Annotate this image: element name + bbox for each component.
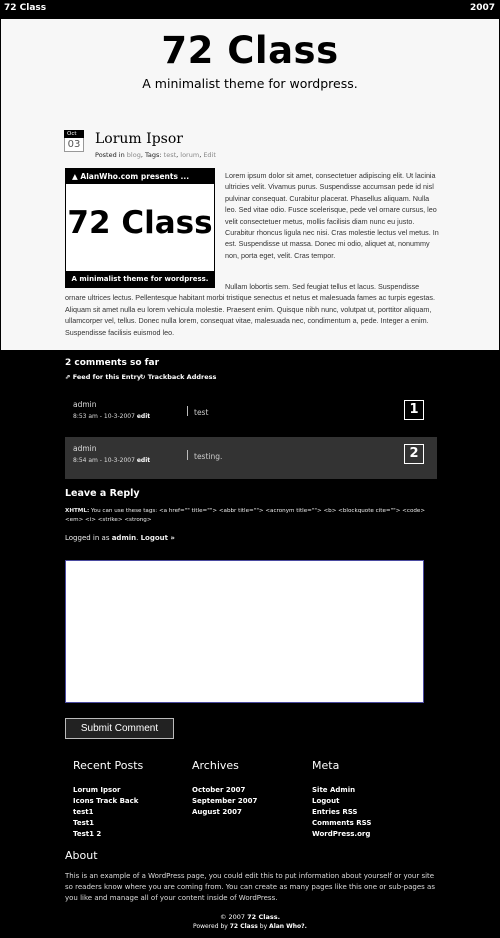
xhtml-tags-text: You can use these tags: <a href="" title=""> <abbr title=""> <acronym title=""> <b> <blockquote cite=""> <code> <em> <i> <strike> <strong>	[65, 508, 426, 523]
category-link[interactable]: blog	[126, 151, 141, 159]
comment-divider	[187, 406, 188, 416]
author-link[interactable]: Alan Who?.	[269, 923, 307, 930]
post-meta-prefix: Posted in	[95, 151, 125, 159]
recent-post-link[interactable]: Lorum Ipsor	[73, 786, 121, 794]
comment-edit-link[interactable]: edit	[136, 413, 151, 420]
feed-entry-link[interactable]	[65, 373, 141, 381]
comment-textarea[interactable]	[65, 560, 424, 703]
post-image-bottom-text: A minimalist theme for wordpress.	[66, 271, 214, 287]
copyright-prefix: © 2007	[219, 913, 246, 921]
trackback-icon: ↻	[140, 373, 146, 381]
site-name-link[interactable]: 72 Class	[4, 3, 47, 13]
meta-link-wordpress[interactable]: WordPress.org	[312, 830, 371, 838]
tag-link-lorum[interactable]: lorum	[180, 151, 200, 159]
theme-link[interactable]: 72 Class	[229, 923, 258, 930]
pin-icon: ▲	[72, 172, 78, 181]
copyright-site-link[interactable]: 72 Class.	[247, 913, 281, 921]
comment-author: admin	[73, 444, 97, 453]
post-paragraph-1: Lorem ipsum dolor sit amet, consectetuer adipiscing elit. Ut lacinia ultricies velit. Vivamus purus. Suspendisse accumsan pede id nisl pulvinar consequat. Curabitur placerat. Phasellus aliquam. Nulla leo. Sed vitae odio. Fusce scelerisque, pede vel ornare cursus, leo velit consectetuer metus, mollis facilisis diam nunc eu justo. Curabitur rhoncus ligula nec nisi. Cras molestie lectus vel metus. In est. Suspendisse ut massa. Donec mi odio, aliquet at, nonummy non, porta eget, velit. Cras tempor.	[225, 171, 439, 260]
post-date-month: Oct	[64, 130, 84, 138]
meta-list	[312, 785, 371, 840]
recent-post-link[interactable]: test1	[73, 808, 94, 816]
submit-comment-button[interactable]: Submit Comment	[65, 718, 174, 739]
powered-by	[0, 923, 500, 930]
allowed-tags-note	[65, 507, 440, 525]
user-profile-link[interactable]: admin	[111, 534, 137, 542]
recent-post-link[interactable]: Test1	[73, 819, 94, 827]
comment-author: admin	[73, 400, 97, 409]
post-image-top-label: AlanWho.com presents ...	[80, 172, 190, 181]
post-paragraph-2: Nullam lobortis sem. Sed feugiat tellus et lacus. Suspendisse ornare ultrices lectus. Pellentesque habitant morbi tristique senectus et netus et malesuada fames ac turpis egestas. Aliquam sit amet nulla eu lorem vehicula molestie. Praesent enim. Quisque nibh nunc, volutpat ut, porttitor aliquam, ullamcorper vel, tellus. Donec nulla lorem, consequat vitae, malesuada nec, condimentum a, pede. Integer a enim. Suspendisse facilisis euismod leo.	[65, 282, 435, 337]
recent-post-link[interactable]: Icons Track Back	[73, 797, 139, 805]
xhtml-label: XHTML:	[65, 508, 90, 514]
recent-posts-heading: Recent Posts	[73, 759, 144, 772]
about-heading: About	[65, 849, 98, 862]
archive-link[interactable]: August 2007	[192, 808, 242, 816]
comment-edit-link[interactable]: edit	[136, 457, 151, 464]
top-bar	[0, 0, 500, 19]
recent-posts-list	[73, 785, 138, 840]
year-label: 2007	[469, 3, 495, 13]
feed-entry-label: Feed for this Entry	[72, 373, 142, 381]
meta-link-logout[interactable]: Logout	[312, 797, 340, 805]
recent-post-link[interactable]: Test1 2	[73, 830, 102, 838]
logged-prefix: Logged in as	[65, 534, 110, 542]
trackback-link[interactable]	[140, 373, 216, 381]
comment-meta	[73, 457, 150, 464]
meta-link-comments-rss[interactable]: Comments RSS	[312, 819, 372, 827]
trackback-label: Trackback Address	[147, 373, 217, 381]
tag-link-test[interactable]: test	[163, 151, 177, 159]
archives-heading: Archives	[192, 759, 239, 772]
about-text: This is an example of a WordPress page, you could edit this to put information about yourself or your site so readers know where you are coming from. You can create as many pages like this one or sub-pages as you like and manage all of your content inside of WordPress.	[65, 872, 435, 902]
comment-item	[65, 437, 437, 479]
tags-prefix: , Tags:	[140, 151, 162, 159]
archives-list	[192, 785, 257, 818]
site-description: A minimalist theme for wordpress.	[142, 76, 358, 91]
reply-heading: Leave a Reply	[65, 488, 140, 499]
post-title[interactable]: Lorum Ipsor	[95, 131, 183, 147]
archive-link[interactable]: September 2007	[192, 797, 258, 805]
edit-post-link[interactable]: Edit	[203, 151, 216, 159]
copyright	[0, 913, 500, 921]
comment-divider	[187, 450, 188, 460]
meta-link-entries-rss[interactable]: Entries RSS	[312, 808, 358, 816]
comment-number: 1	[404, 400, 424, 420]
powered-prefix: Powered by	[193, 923, 228, 930]
post-date-day: 03	[64, 138, 84, 152]
comments-heading: 2 comments so far	[65, 358, 160, 368]
meta-link-site-admin[interactable]: Site Admin	[312, 786, 356, 794]
post-image	[65, 168, 215, 288]
powered-by-word: by	[259, 923, 268, 930]
comment-time: 8:53 am - 10-3-2007	[73, 413, 135, 420]
comment-number: 2	[404, 444, 424, 464]
comment-text: test	[194, 408, 209, 417]
comment-time: 8:54 am - 10-3-2007	[73, 457, 135, 464]
post-image-big-text: 72 Class	[67, 205, 213, 241]
logged-in-note: Logged in as admin. Logout »	[65, 534, 175, 542]
comment-item	[65, 393, 437, 435]
comment-meta	[73, 413, 150, 420]
rss-icon: ⇗	[65, 373, 71, 381]
site-title[interactable]: 72 Class	[161, 29, 339, 72]
meta-heading: Meta	[312, 759, 340, 772]
post-date	[64, 130, 84, 152]
archive-link[interactable]: October 2007	[192, 786, 246, 794]
logout-link[interactable]: Logout »	[140, 534, 175, 542]
post-meta: Posted in blog, Tags: test, lorum, Edit	[95, 151, 216, 159]
post-image-top-text	[66, 169, 214, 184]
comment-text: testing.	[194, 452, 223, 461]
